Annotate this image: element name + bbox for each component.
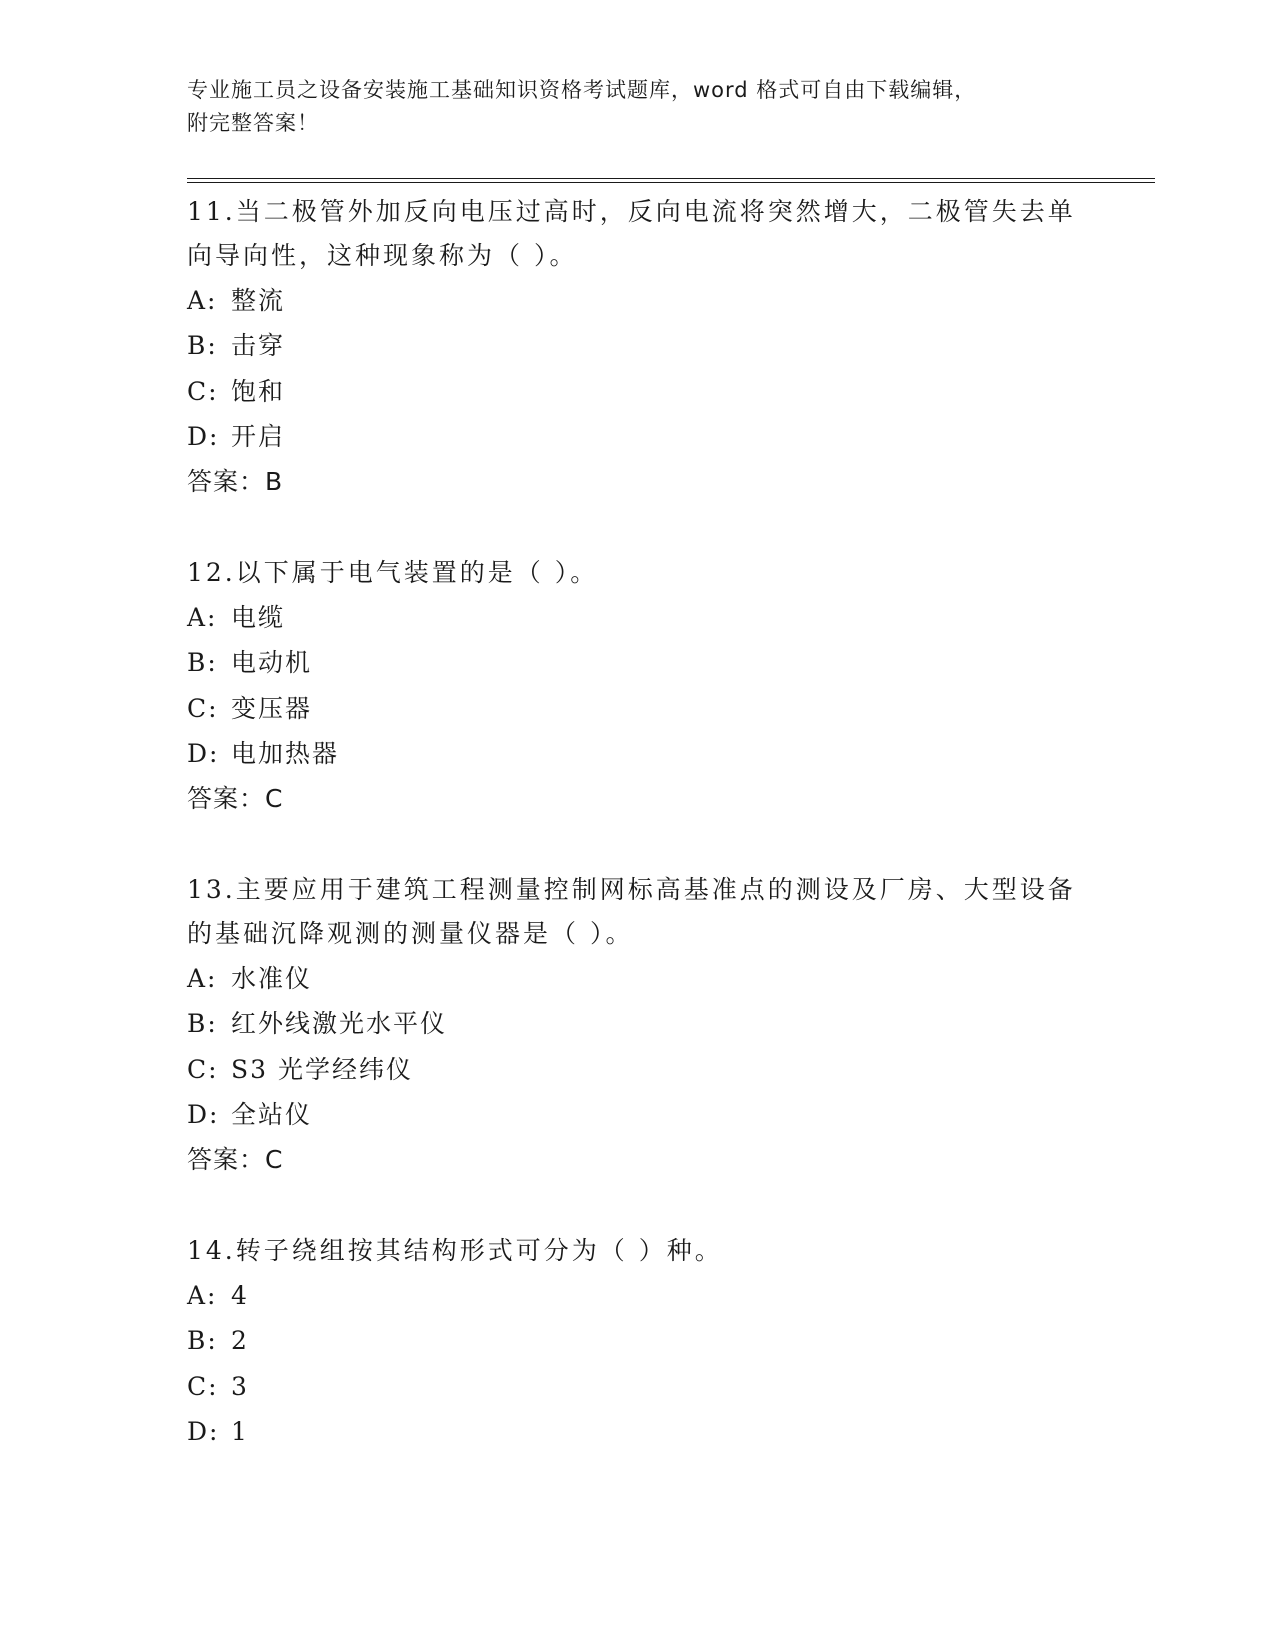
option-text: 水准仪 bbox=[231, 963, 313, 993]
document-header bbox=[187, 74, 1087, 140]
option-a bbox=[187, 595, 1087, 641]
question-12 bbox=[187, 551, 1087, 821]
option-text: 2 bbox=[231, 1326, 249, 1356]
option-letter: B: bbox=[187, 331, 218, 361]
option-letter: B: bbox=[187, 1326, 218, 1356]
option-letter: C: bbox=[187, 1054, 219, 1084]
option-text: 电缆 bbox=[231, 602, 286, 632]
header-line-2: 附完整答案！ bbox=[187, 111, 319, 135]
header-divider-top bbox=[187, 178, 1155, 179]
answer-line: 答案：B bbox=[187, 467, 284, 496]
option-d bbox=[187, 1093, 1087, 1139]
option-b bbox=[187, 1319, 1087, 1365]
option-text: 4 bbox=[231, 1280, 249, 1310]
answer-line: 答案：C bbox=[187, 784, 284, 813]
option-c bbox=[187, 1364, 1087, 1410]
question-stem: 13.主要应用于建筑工程测量控制网标高基准点的测设及厂房、大型设备的基础沉降观测的测量仪器是（ ）。 bbox=[187, 875, 1076, 948]
option-a bbox=[187, 278, 1087, 324]
option-letter: D: bbox=[187, 1100, 220, 1130]
option-text: 开启 bbox=[231, 422, 286, 452]
option-c bbox=[187, 686, 1087, 732]
option-text: 饱和 bbox=[231, 376, 286, 406]
option-letter: A: bbox=[187, 963, 218, 993]
option-text: 电动机 bbox=[231, 648, 313, 678]
option-c bbox=[187, 1047, 1087, 1093]
question-14 bbox=[187, 1229, 1087, 1455]
answer-line: 答案：C bbox=[187, 1145, 284, 1174]
option-letter: B: bbox=[187, 648, 218, 678]
option-letter: D: bbox=[187, 422, 220, 452]
option-letter: C: bbox=[187, 1371, 219, 1401]
option-d bbox=[187, 415, 1087, 461]
option-letter: C: bbox=[187, 376, 219, 406]
option-d bbox=[187, 732, 1087, 778]
option-letter: C: bbox=[187, 693, 219, 723]
question-list bbox=[187, 190, 1087, 1502]
option-text: S3 光学经纬仪 bbox=[231, 1054, 413, 1084]
option-text: 整流 bbox=[231, 285, 286, 315]
option-text: 变压器 bbox=[231, 693, 313, 723]
option-text: 1 bbox=[231, 1417, 249, 1447]
question-stem: 11.当二极管外加反向电压过高时，反向电流将突然增大，二极管失去单向导向性，这种现象称为（ ）。 bbox=[187, 197, 1076, 270]
header-divider-bottom bbox=[187, 182, 1155, 183]
option-text: 红外线激光水平仪 bbox=[231, 1009, 448, 1039]
option-b bbox=[187, 641, 1087, 687]
option-a bbox=[187, 1273, 1087, 1319]
option-b bbox=[187, 1002, 1087, 1048]
option-text: 全站仪 bbox=[231, 1100, 313, 1130]
option-text: 击穿 bbox=[231, 331, 286, 361]
option-letter: D: bbox=[187, 1417, 220, 1447]
option-a bbox=[187, 956, 1087, 1002]
question-13 bbox=[187, 868, 1087, 1182]
question-stem: 14.转子绕组按其结构形式可分为（ ）种。 bbox=[187, 1236, 723, 1265]
option-letter: B: bbox=[187, 1009, 218, 1039]
header-line-1: 专业施工员之设备安装施工基础知识资格考试题库，word 格式可自由下载编辑， bbox=[187, 78, 977, 102]
option-text: 电加热器 bbox=[231, 739, 340, 769]
option-d bbox=[187, 1410, 1087, 1456]
option-b bbox=[187, 324, 1087, 370]
option-letter: A: bbox=[187, 602, 218, 632]
question-stem: 12.以下属于电气装置的是（ ）。 bbox=[187, 558, 599, 587]
option-text: 3 bbox=[231, 1371, 249, 1401]
option-letter: A: bbox=[187, 285, 218, 315]
option-letter: A: bbox=[187, 1280, 218, 1310]
option-letter: D: bbox=[187, 739, 220, 769]
question-11 bbox=[187, 190, 1087, 504]
option-c bbox=[187, 369, 1087, 415]
